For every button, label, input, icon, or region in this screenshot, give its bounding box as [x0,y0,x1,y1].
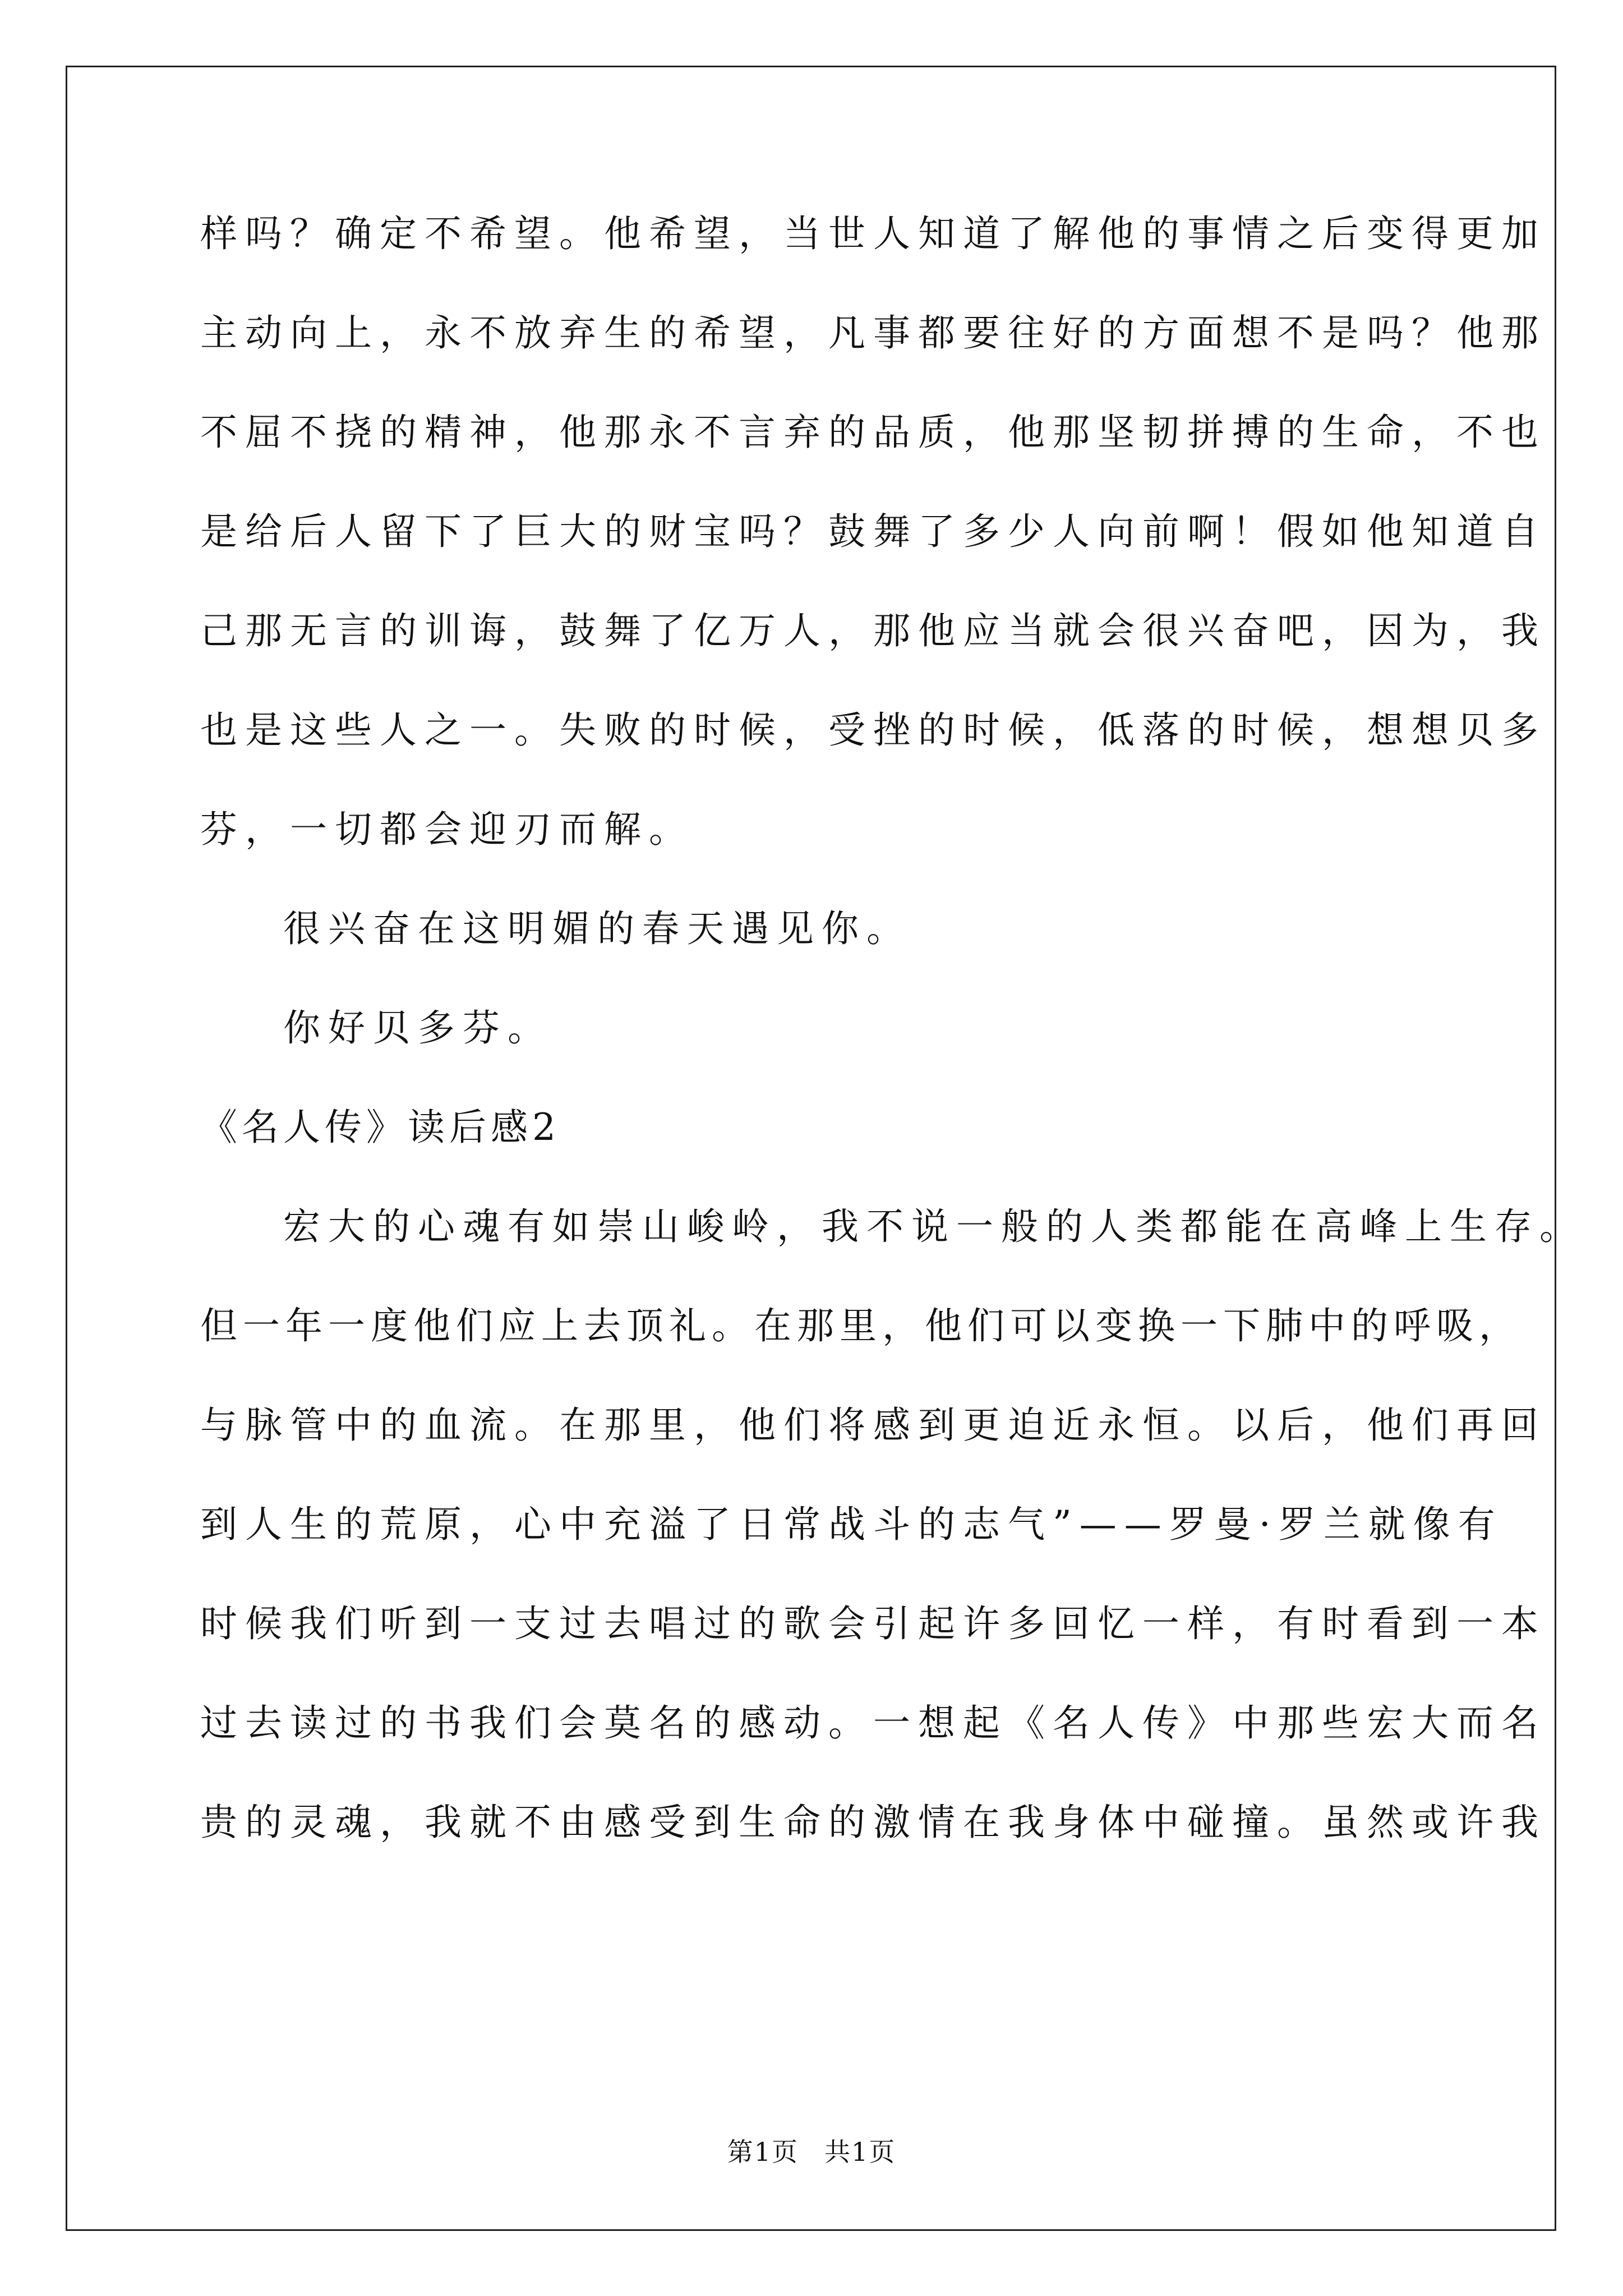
text-line: 到人生的荒原，心中充溢了日常战斗的志气”——罗曼·罗兰就像有 [200,1503,1503,1546]
paragraph-line: 宏大的心魂有如崇山峻岭，我不说一般的人类都能在高峰上生存。 [283,1205,1584,1248]
page-footer [0,2135,1623,2169]
paragraph-line: 很兴奋在这明媚的春天遇见你。 [283,907,911,950]
text-line: 芬，一切都会迎刃而解。 [200,808,694,851]
text-line: 样吗？确定不希望。他希望，当世人知道了解他的事情之后变得更加 [200,212,1546,255]
page-number: 第1页 [727,2137,799,2167]
text-line: 不屈不挠的精神，他那永不言弃的品质，他那坚韧拼搏的生命，不也 [200,411,1546,454]
text-line: 贵的灵魂，我就不由感受到生命的激情在我身体中碰撞。虽然或许我 [200,1801,1546,1844]
text-line: 但一年一度他们应上去顶礼。在那里，他们可以变换一下肺中的呼吸， [200,1304,1521,1347]
paragraph-line: 你好贝多芬。 [283,1006,552,1050]
text-line: 是给后人留下了巨大的财宝吗？鼓舞了多少人向前啊！假如他知道自 [200,510,1546,553]
text-line: 己那无言的训诲，鼓舞了亿万人，那他应当就会很兴奋吧，因为，我 [200,609,1546,652]
page-total: 共1页 [824,2137,896,2167]
text-line: 时候我们听到一支过去唱过的歌会引起许多回忆一样，有时看到一本 [200,1602,1546,1645]
text-line: 主动向上，永不放弃生的希望，凡事都要往好的方面想不是吗？他那 [200,311,1546,355]
text-line: 过去读过的书我们会莫名的感动。一想起《名人传》中那些宏大而名 [200,1701,1546,1745]
text-line: 与脉管中的血流。在那里，他们将感到更迫近永恒。以后，他们再回 [200,1404,1546,1447]
text-line: 也是这些人之一。失败的时候，受挫的时候，低落的时候，想想贝多 [200,708,1546,752]
section-heading: 《名人传》读后感2 [200,1106,560,1149]
